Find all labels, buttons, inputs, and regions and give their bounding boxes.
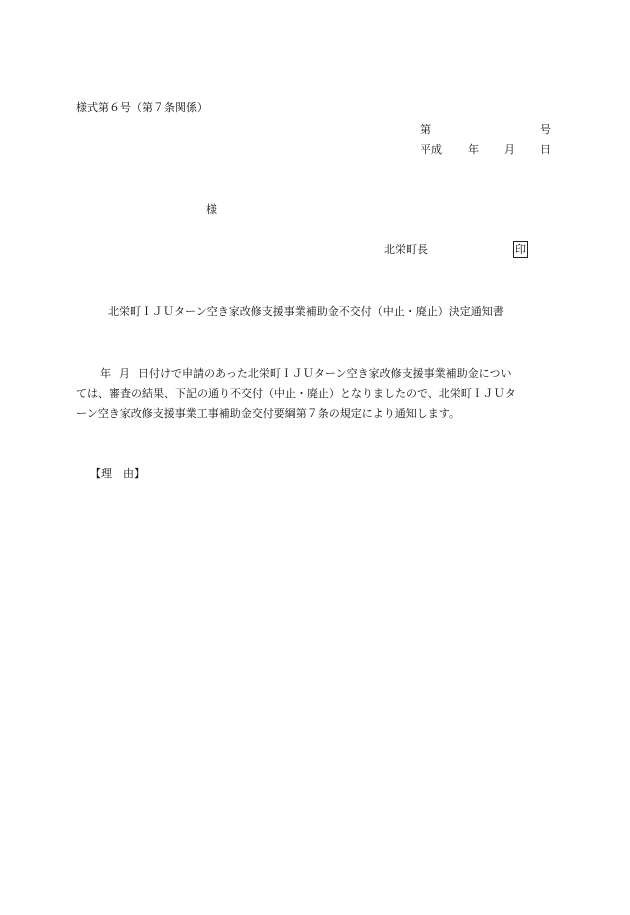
issuer-title: 北栄町長 <box>384 243 428 256</box>
date-year-label: 年 <box>468 143 479 156</box>
body-month-label: 月 <box>119 367 130 380</box>
seal-mark: 印 <box>515 243 526 256</box>
date-day-label: 日 <box>540 143 551 156</box>
issue-number-prefix: 第 <box>420 123 431 136</box>
form-number: 様式第６号（第７条関係） <box>76 101 208 114</box>
reason-heading: 【理 由】 <box>90 467 145 480</box>
notice-body-line-2: ては、審査の結果、下記の通り不交付（中止・廃止）となりましたので、北栄町ＩＪＵタ <box>76 387 516 400</box>
document-title: 北栄町ＩＪＵターン空き家改修支援事業補助金不交付（中止・廃止）決定通知書 <box>108 305 504 318</box>
notice-body-line-3: ーン空き家改修支援事業工事補助金交付要綱第７条の規定により通知します。 <box>76 407 460 420</box>
body-text-line-1: 日付けで申請のあった北栄町ＩＪＵターン空き家改修支援事業補助金につい <box>138 367 512 380</box>
date-era: 平成 <box>420 143 442 156</box>
issue-number-suffix: 号 <box>540 123 551 136</box>
body-year-label: 年 <box>100 367 111 380</box>
notice-body <box>76 364 556 424</box>
date-month-label: 月 <box>504 143 515 156</box>
recipient-honorific: 様 <box>206 203 217 216</box>
notice-body-line-1 <box>76 364 556 384</box>
